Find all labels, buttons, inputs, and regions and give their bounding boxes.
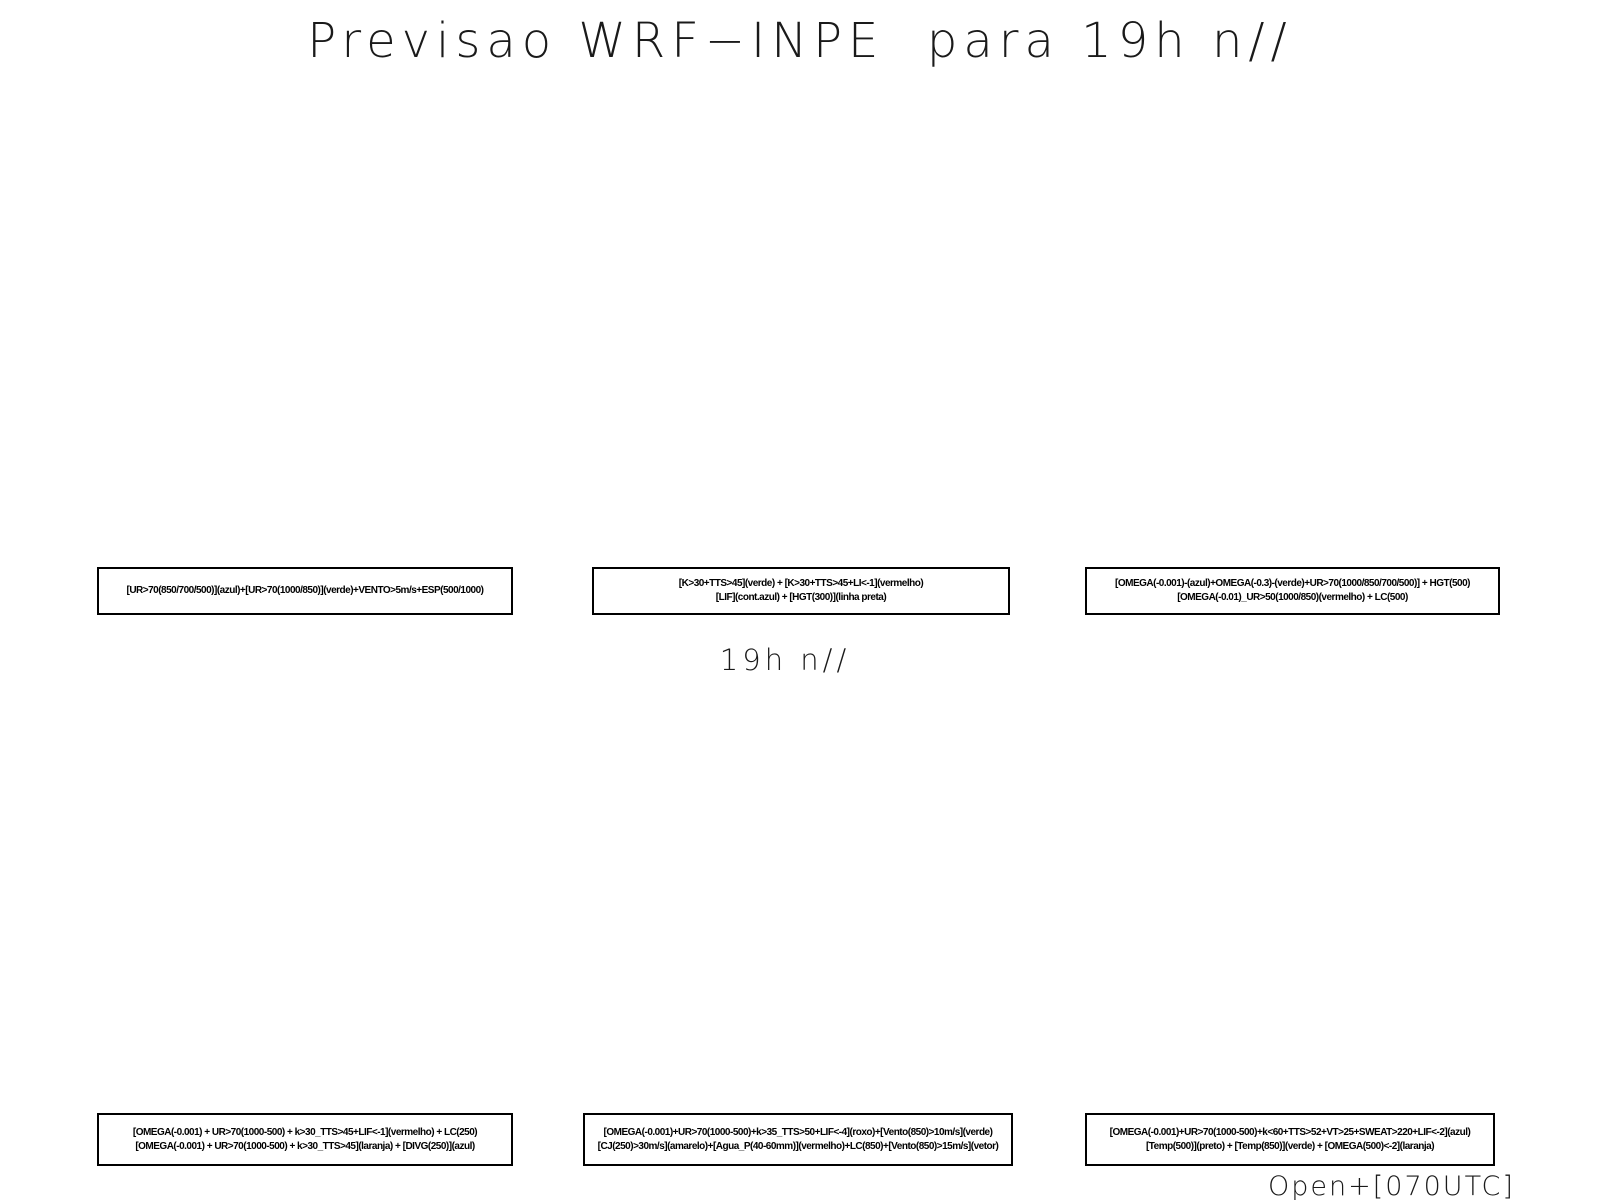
center-time-label: 19h n// (719, 643, 851, 677)
legend-line: [Temp(500)](preto) + [Temp(850)](verde) + [OMEGA(500)<-2](laranja) (1145, 1140, 1435, 1152)
footer-time-label: Open+[070UTC] (1268, 1171, 1515, 1200)
legend-line: [OMEGA(-0.001)-(azul)+OMEGA(-0.3)-(verde)+UR>70(1000/850/700/500)] + HGT(500) (1115, 578, 1470, 589)
legend-line: [OMEGA(-0.01)_UR>50(1000/850)(vermelho) + LC(500) (1177, 592, 1408, 603)
legend-line: [OMEGA(-0.001)+UR>70(1000-500)+k<60+TTS>52+VT>25+SWEAT>220+LIF<-2](azul) (1109, 1126, 1471, 1138)
legend-line: [LIF](cont.azul) + [HGT(300)](linha preta) (715, 592, 887, 603)
legend-line: [CJ(250)>30m/s](amarelo)+[Agua_P(40-60mm)](vermelho)+LC(850)+[Vento(850)>15m/s](vetor) (597, 1140, 999, 1152)
legend-box-top-right (1085, 567, 1500, 615)
legend-line: [K>30+TTS>45](verde) + [K>30+TTS>45+LI<-1](vermelho) (678, 578, 924, 589)
legend-box-top-left (97, 567, 513, 615)
legend-line: [OMEGA(-0.001)+UR>70(1000-500)+k>35_TTS>50+LIF<-4](roxo)+[Vento(850)>10m/s](verde) (603, 1126, 993, 1138)
legend-box-bottom-center (583, 1113, 1013, 1166)
legend-box-bottom-right (1085, 1113, 1495, 1166)
legend-line: [OMEGA(-0.001) + UR>70(1000-500) + k>30_TTS>45+LIF<-1](vermelho) + LC(250) (132, 1126, 478, 1138)
legend-line: [UR>70(850/700/500)](azul)+[UR>70(1000/850)](verde)+VENTO>5m/s+ESP(500/1000) (126, 585, 484, 596)
legend-box-top-center (592, 567, 1010, 615)
page-title: Previsao WRF−INPE para 19h n// (307, 13, 1293, 69)
legend-box-bottom-left (97, 1113, 513, 1166)
legend-line: [OMEGA(-0.001) + UR>70(1000-500) + k>30_TTS>45](laranja) + [DIVG(250)](azul) (135, 1140, 475, 1152)
